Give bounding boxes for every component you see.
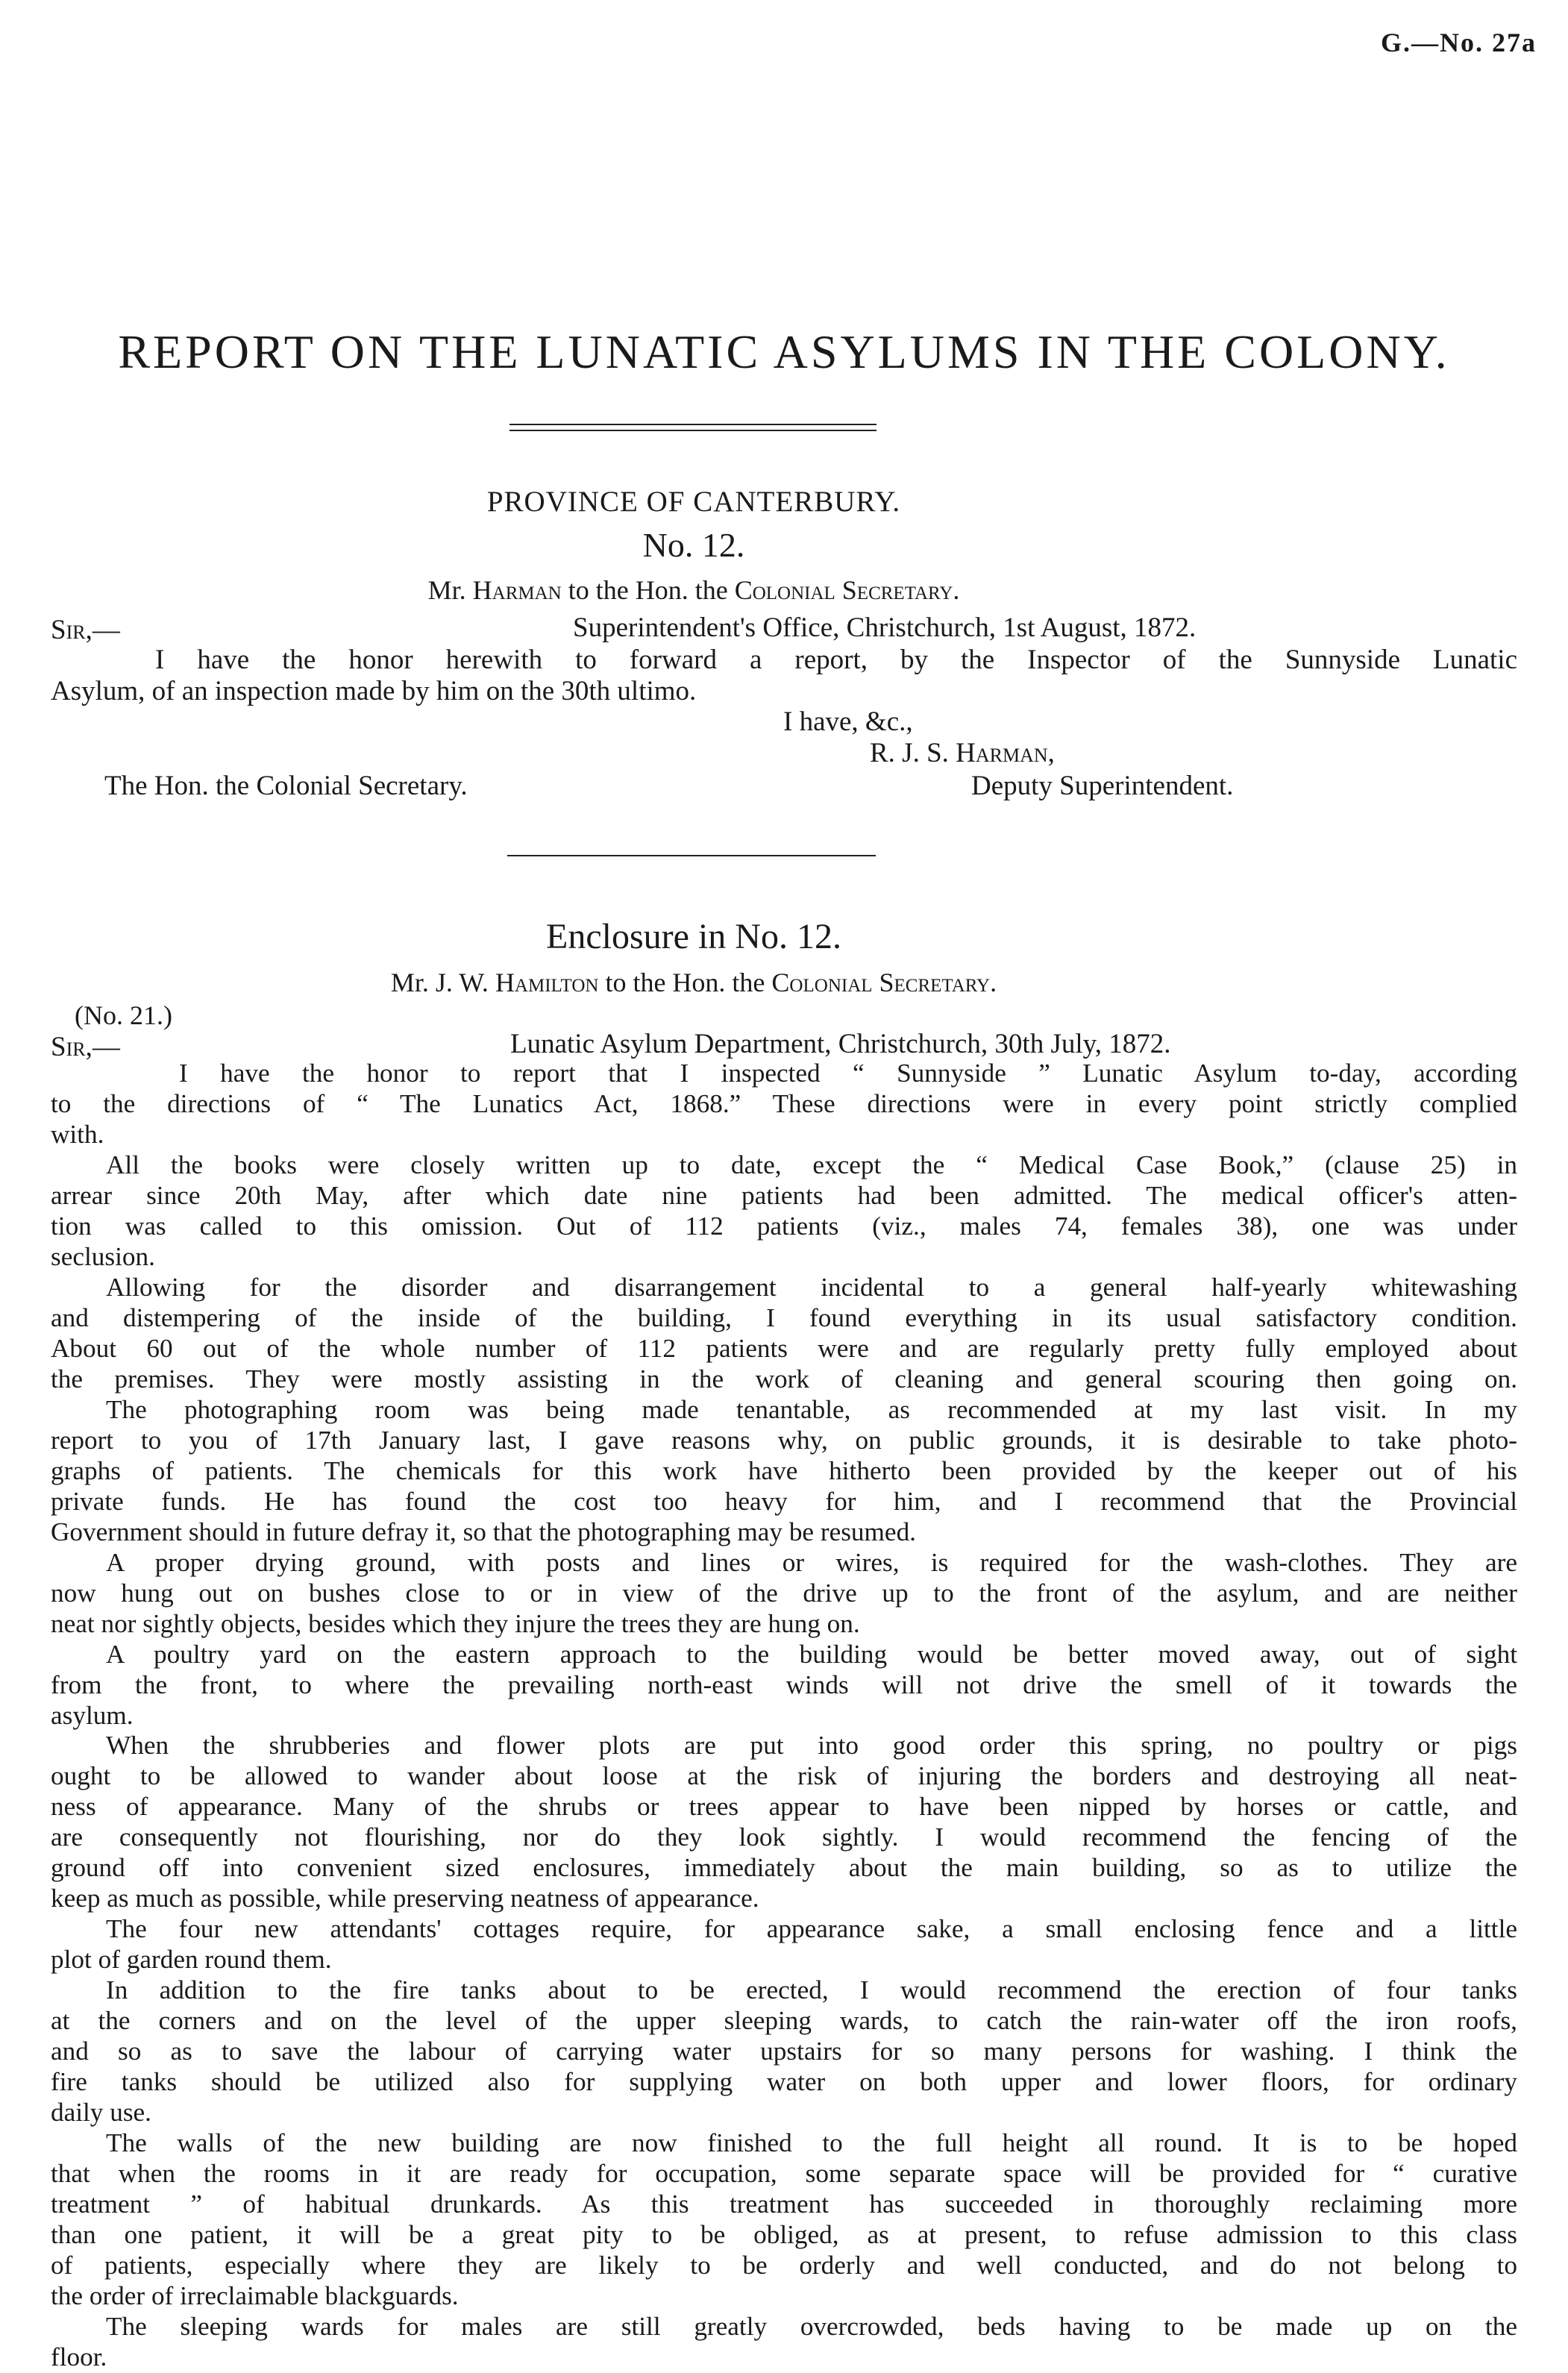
body-line: of patients, especially where they are likely to be orderly and well conducted, and do not belong to [51,2251,1517,2280]
body-line: daily use. [51,2098,151,2128]
body-line: arrear since 20th May, after which date nine patients had been admitted. The medical officer's atten- [51,1180,1517,1210]
body-line: report to you of 17th January last, I gave reasons why, on public grounds, it is desirable to take photo- [51,1425,1517,1455]
body-line: plot of garden round them. [51,1945,332,1975]
double-rule-bottom [509,430,876,431]
body-line: ought to be allowed to wander about loose at the risk of injuring the borders and destroying all neat- [51,1761,1517,1791]
sender-name: Hamilton [495,968,599,997]
body-line: seclusion. [51,1241,155,1271]
recipient-name: Colonial Secretary. [734,575,960,605]
from-to-pre: Mr. [427,575,473,605]
letter1-signature [870,737,1055,769]
body-line: floor. [51,2342,107,2372]
letter2-salutation: Sir,— [51,1032,120,1062]
letter1-body-line: Asylum, of an inspection made by him on the 30th ultimo. [51,676,697,706]
body-line: I have the honor to report that I inspected “ Sunnyside ” Lunatic Asylum to-day, according [179,1059,1517,1088]
from-to-mid: to the Hon. the [561,575,735,605]
body-line: ness of appearance. Many of the shrubs or trees appear to have been nipped by horses or cattle, and [51,1792,1517,1822]
letter2-address: Lunatic Asylum Department, Christchurch, 30th July, 1872. [510,1029,1171,1059]
body-line: The photographing room was being made tenantable, as recommended at my last visit. In my [106,1394,1517,1424]
body-line: the premises. They were mostly assisting in the work of cleaning and general scouring then going on. [51,1364,1517,1394]
body-line: than one patient, it will be a great pity to be obliged, as at present, to refuse admission to this class [51,2220,1517,2250]
body-line: at the corners and on the level of the upper sleeping wards, to catch the rain-water off the iron roofs, [51,2006,1517,2036]
from-to-pre: Mr. J. W. [390,968,495,997]
body-line: The four new attendants' cottages require, for appearance sake, a small enclosing fence and a little [106,1914,1517,1944]
double-rule-top [509,424,876,425]
body-line: The sleeping wards for males are still greatly overcrowded, beds having to be made up on the [106,2312,1517,2342]
letter1-body-line: I have the honor herewith to forward a report, by the Inspector of the Sunnyside Lunatic [155,645,1517,675]
body-line: In addition to the fire tanks about to be erected, I would recommend the erection of four tanks [106,1975,1517,2005]
signature-name: Harman, [956,738,1055,768]
page-title: REPORT ON THE LUNATIC ASYLUMS IN THE COLONY. [118,325,1450,378]
sender-name: Harman [472,575,562,605]
body-line: and distempering of the inside of the building, I found everything in its usual satisfactory condition. [51,1303,1517,1332]
province-heading: PROVINCE OF CANTERBURY. [486,486,901,518]
section-rule [507,855,876,856]
body-line: When the shrubberies and flower plots are put into good order this spring, no poultry or pigs [106,1731,1517,1761]
body-line: The walls of the new building are now finished to the full height all round. It is to be hoped [106,2128,1517,2158]
signature-initials: R. J. S. [870,738,956,768]
body-line: Government should in future defray it, so that the photographing may be resumed. [51,1517,916,1546]
body-line: graphs of patients. The chemicals for this work have hitherto been provided by the keeper out of his [51,1455,1517,1485]
body-line: treatment ” of habitual drunkards. As this treatment has succeeded in thoroughly reclaiming more [51,2189,1517,2219]
body-line: the order of irreclaimable blackguards. [51,2281,459,2311]
body-line: All the books were closely written up to date, except the “ Medical Case Book,” (clause 25) in [106,1150,1517,1179]
recipient-name: Colonial Secretary. [771,968,997,997]
body-line: keep as much as possible, while preserving neatness of appearance. [51,1884,759,1913]
enclosure-heading: Enclosure in No. 12. [546,917,841,956]
body-line: and so as to save the labour of carrying water upstairs for so many persons for washing. I think the [51,2037,1517,2066]
body-line: ground off into convenient sized enclosures, immediately about the main building, so as to utilize the [51,1853,1517,1883]
letter1-from-to [0,574,1387,606]
page-reference: G.—No. 27a [1381,28,1537,57]
body-line: now hung out on bushes close to or in view of the drive up to the front of the asylum, and are neither [51,1578,1517,1608]
body-line: Allowing for the disorder and disarrangement incidental to a general half-yearly whitewashing [106,1272,1517,1302]
letter1-address: Superintendent's Office, Christchurch, 1st August, 1872. [573,612,1197,643]
body-line: with. [51,1119,104,1149]
letter1-sig-title: Deputy Superintendent. [971,771,1234,801]
letter1-addressee: The Hon. the Colonial Secretary. [104,771,468,801]
letter2-from-to [0,967,1387,998]
body-line: fire tanks should be utilized also for supplying water on both upper and lower floors, for ordinary [51,2067,1517,2097]
body-line: About 60 out of the whole number of 112 patients were and are regularly pretty fully employed about [51,1333,1517,1363]
body-line: A proper drying ground, with posts and lines or wires, is required for the wash-clothes. They are [106,1547,1517,1577]
from-to-mid: to the Hon. the [598,968,772,997]
body-line: A poultry yard on the eastern approach to the building would be better moved away, out of sight [106,1639,1517,1669]
body-line: are consequently not flourishing, nor do they look sightly. I would recommend the fencing of the [51,1822,1517,1852]
body-line: from the front, to where the prevailing north-east winds will not drive the smell of it towards the [51,1670,1517,1699]
letter1-number: No. 12. [642,526,745,564]
letter2-ref-number: (No. 21.) [75,1000,172,1030]
letter1-closing: I have, &c., [783,706,913,737]
body-line: to the directions of “ The Lunatics Act, 1868.” These directions were in every point strictly complied [51,1088,1517,1118]
body-line: neat nor sightly objects, besides which they injure the trees they are hung on. [51,1608,860,1638]
body-line: tion was called to this omission. Out of 112 patients (viz., males 74, females 38), one was under [51,1211,1517,1241]
body-line: asylum. [51,1700,134,1730]
letter1-salutation: Sir,— [51,615,120,645]
body-line: private funds. He has found the cost too heavy for him, and I recommend that the Provincial [51,1486,1517,1516]
body-line: that when the rooms in it are ready for occupation, some separate space will be provided for “ curative [51,2159,1517,2189]
